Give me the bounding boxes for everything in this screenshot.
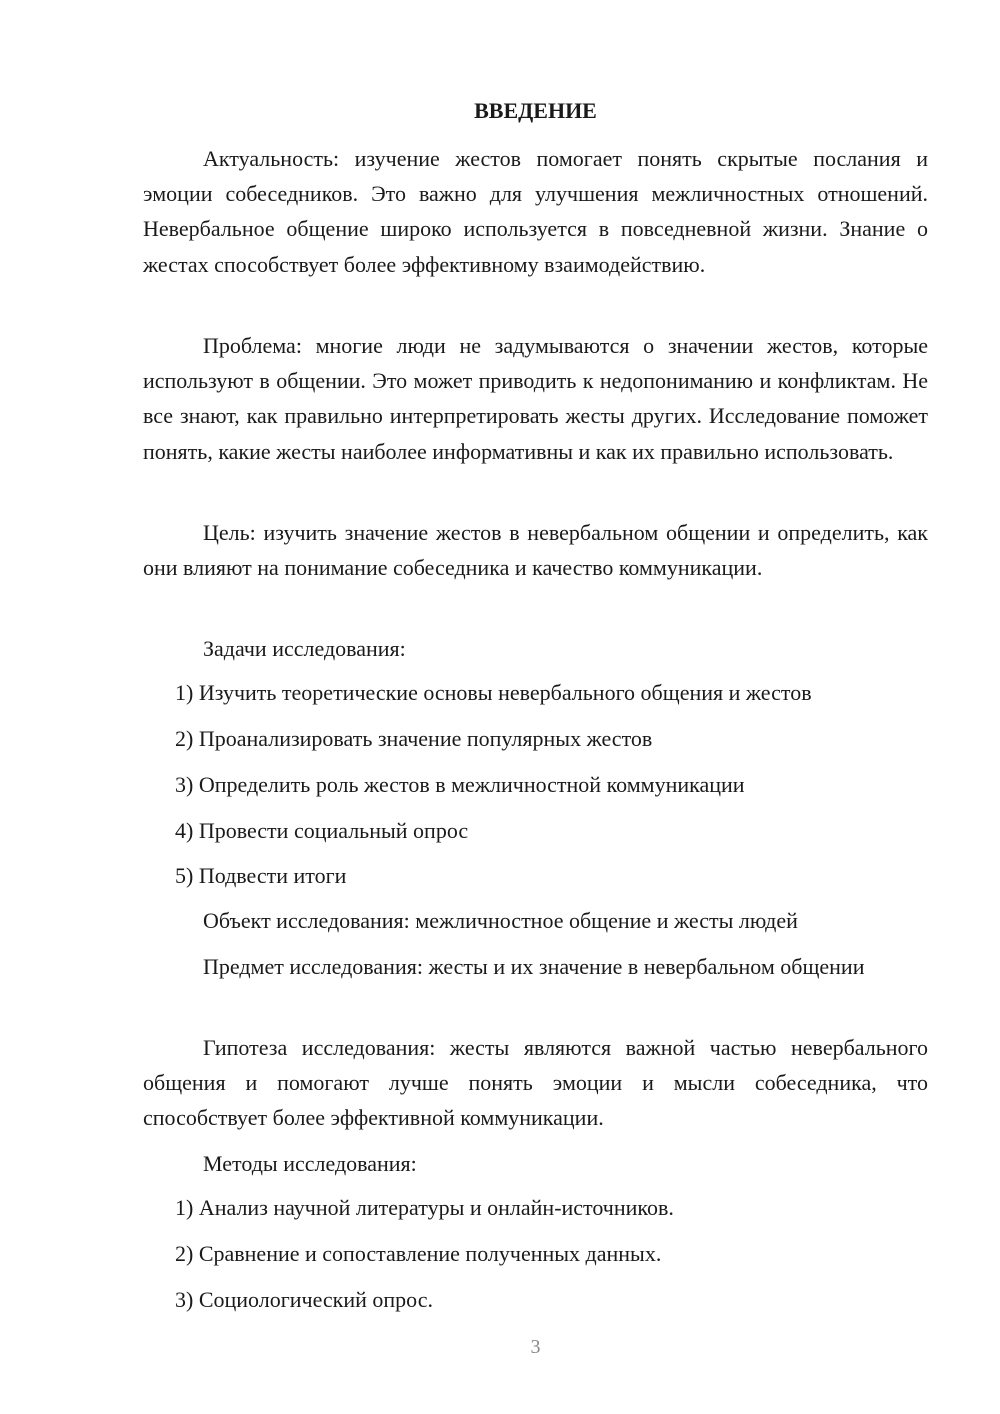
method-item-1: 1) Анализ научной литературы и онлайн-источников. [175, 1195, 674, 1220]
page-number: 3 [530, 1336, 541, 1358]
method-item-3: 3) Социологический опрос. [175, 1287, 433, 1312]
task-item-5: 5) Подвести итоги [175, 863, 347, 888]
task-item-3: 3) Определить роль жестов в межличностной коммуникации [175, 772, 745, 797]
object-paragraph: Объект исследования: межличностное общение и жесты людей [203, 908, 798, 933]
problem-paragraph: Проблема: многие люди не задумываются о значении жестов, которые используют в общении. Это может приводить к недопониманию и конфликтам. Не все знают, как правильно интерпретировать жесты других. Исследование поможет понять, какие жесты наиболее информативны и как их правильно использовать. [143, 333, 928, 464]
goal-paragraph: Цель: изучить значение жестов в невербальном общении и определить, как они влияют на понимание собеседника и качество коммуникации. [143, 520, 928, 581]
task-item-4: 4) Провести социальный опрос [175, 818, 469, 843]
subject-paragraph: Предмет исследования: жесты и их значение в невербальном общении [203, 954, 865, 979]
hypothesis-paragraph: Гипотеза исследования: жесты являются важной частью невербального общения и помогают лучше понять эмоции и мысли собеседника, что способствует более эффективной коммуникации. [143, 1035, 928, 1131]
relevance-paragraph: Актуальность: изучение жестов помогает понять скрытые послания и эмоции собеседников. Это важно для улучшения межличностных отношений. Невербальное общение широко используется в повседневной жизни. Знание о жестах способствует более эффективному взаимодействию. [143, 146, 928, 277]
tasks-heading: Задачи исследования: [203, 636, 406, 661]
method-item-2: 2) Сравнение и сопоставление полученных данных. [175, 1241, 662, 1266]
task-item-1: 1) Изучить теоретические основы невербального общения и жестов [175, 680, 812, 705]
methods-heading: Методы исследования: [203, 1151, 417, 1176]
task-item-2: 2) Проанализировать значение популярных жестов [175, 726, 653, 751]
page-title: ВВЕДЕНИЕ [474, 98, 597, 123]
